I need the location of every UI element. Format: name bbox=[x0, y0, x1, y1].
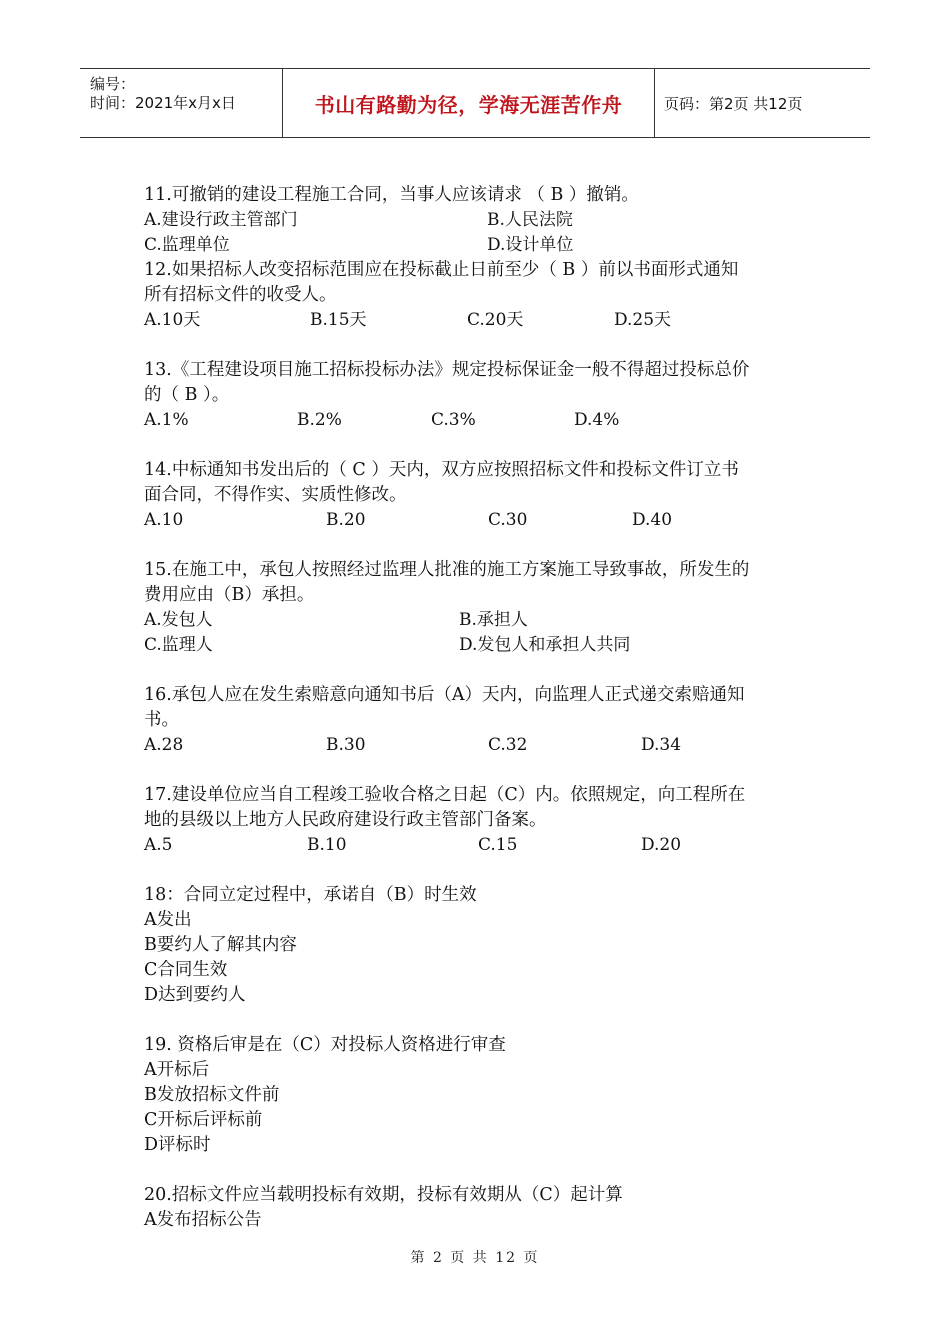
option-c: C合同生效 bbox=[144, 960, 228, 980]
number-label: 编号： bbox=[90, 75, 136, 93]
option-a: A.10天 bbox=[144, 310, 201, 330]
option-d: D.设计单位 bbox=[487, 235, 574, 255]
question-18 bbox=[144, 883, 824, 1008]
option-b: B.2% bbox=[297, 410, 342, 430]
question-stem: 13.《工程建设项目施工招标投标办法》规定投标保证金一般不得超过投标总价 bbox=[144, 360, 750, 380]
question-stem: 18：合同立定过程中，承诺自（B）时生效 bbox=[144, 885, 477, 905]
question-13 bbox=[144, 358, 824, 433]
header-page-cell bbox=[655, 69, 870, 137]
question-15 bbox=[144, 558, 824, 658]
option-d: D评标时 bbox=[144, 1135, 211, 1155]
header-table bbox=[80, 68, 870, 138]
question-stem-cont: 的（ B ）。 bbox=[144, 385, 230, 405]
motto: 书山有路勤为径，学海无涯苦作舟 bbox=[314, 92, 623, 117]
option-b: B.15天 bbox=[310, 310, 367, 330]
option-c: C.32 bbox=[488, 735, 528, 755]
option-b: B.30 bbox=[326, 735, 366, 755]
question-stem: 12.如果招标人改变招标范围应在投标截止日前至少（ B ）前以书面形式通知 bbox=[144, 260, 739, 280]
option-row bbox=[144, 633, 824, 658]
option-a: A发布招标公告 bbox=[144, 1210, 262, 1230]
question-list bbox=[144, 183, 824, 1233]
option-a: A.28 bbox=[144, 735, 184, 755]
option-b: B要约人了解其内容 bbox=[144, 935, 297, 955]
option-a: A.10 bbox=[144, 510, 184, 530]
question-stem: 19. 资格后审是在（C）对投标人资格进行审查 bbox=[144, 1035, 506, 1055]
page-footer: 第 2 页 共 12 页 bbox=[410, 1250, 540, 1266]
question-16 bbox=[144, 683, 824, 758]
page-code: 页码：第2页 共12页 bbox=[664, 94, 803, 113]
option-c: C.30 bbox=[488, 510, 528, 530]
question-19 bbox=[144, 1033, 824, 1158]
option-b: B.20 bbox=[326, 510, 366, 530]
question-stem: 20.招标文件应当载明投标有效期，投标有效期从（C）起计算 bbox=[144, 1185, 623, 1205]
option-c: C.20天 bbox=[467, 310, 524, 330]
option-row bbox=[144, 833, 824, 858]
option-a: A.1% bbox=[144, 410, 189, 430]
option-b: B.人民法院 bbox=[487, 210, 573, 230]
option-d: D.40 bbox=[632, 510, 673, 530]
question-stem: 11.可撤销的建设工程施工合同，当事人应该请求 （ B ）撤销。 bbox=[144, 185, 639, 205]
question-stem-cont: 书。 bbox=[144, 710, 179, 730]
option-a: A.5 bbox=[144, 835, 173, 855]
option-row bbox=[144, 308, 824, 333]
option-a: A开标后 bbox=[144, 1060, 210, 1080]
option-c: C.监理人 bbox=[144, 635, 213, 655]
option-d: D.34 bbox=[641, 735, 682, 755]
option-row bbox=[144, 608, 824, 633]
option-c: C.监理单位 bbox=[144, 235, 230, 255]
option-c: C开标后评标前 bbox=[144, 1110, 263, 1130]
option-d: D.20 bbox=[641, 835, 682, 855]
option-b: B.承担人 bbox=[459, 610, 528, 630]
option-d: D达到要约人 bbox=[144, 985, 246, 1005]
header-motto-cell bbox=[283, 69, 655, 137]
question-stem-cont: 所有招标文件的收受人。 bbox=[144, 285, 337, 305]
option-a: A发出 bbox=[144, 910, 192, 930]
question-stem: 16.承包人应在发生索赔意向通知书后（A）天内，向监理人正式递交索赔通知 bbox=[144, 685, 745, 705]
option-row bbox=[144, 408, 824, 433]
question-stem-cont: 地的县级以上地方人民政府建设行政主管部门备案。 bbox=[144, 810, 547, 830]
question-20 bbox=[144, 1183, 824, 1233]
question-stem: 17.建设单位应当自工程竣工验收合格之日起（C）内。依照规定，向工程所在 bbox=[144, 785, 746, 805]
option-row bbox=[144, 733, 824, 758]
header-meta-cell bbox=[80, 69, 283, 137]
option-c: C.15 bbox=[478, 835, 518, 855]
option-row bbox=[144, 208, 824, 233]
option-a: A.建设行政主管部门 bbox=[144, 210, 298, 230]
question-stem: 14.中标通知书发出后的（ C ）天内，双方应按照招标文件和投标文件订立书 bbox=[144, 460, 739, 480]
option-b: B.10 bbox=[307, 835, 347, 855]
question-stem-cont: 面合同，不得作实、实质性修改。 bbox=[144, 485, 407, 505]
question-12 bbox=[144, 258, 824, 333]
option-b: B发放招标文件前 bbox=[144, 1085, 280, 1105]
question-14 bbox=[144, 458, 824, 533]
option-d: D.发包人和承担人共同 bbox=[459, 635, 631, 655]
question-11 bbox=[144, 183, 824, 258]
option-c: C.3% bbox=[431, 410, 476, 430]
option-row bbox=[144, 233, 824, 258]
option-a: A.发包人 bbox=[144, 610, 213, 630]
question-stem: 15.在施工中，承包人按照经过监理人批准的施工方案施工导致事故，所发生的 bbox=[144, 560, 750, 580]
time-label: 时间：2021年x月x日 bbox=[90, 94, 236, 112]
question-stem-cont: 费用应由（B）承担。 bbox=[144, 585, 315, 605]
option-row bbox=[144, 508, 824, 533]
option-d: D.4% bbox=[574, 410, 620, 430]
option-d: D.25天 bbox=[614, 310, 672, 330]
question-17 bbox=[144, 783, 824, 858]
